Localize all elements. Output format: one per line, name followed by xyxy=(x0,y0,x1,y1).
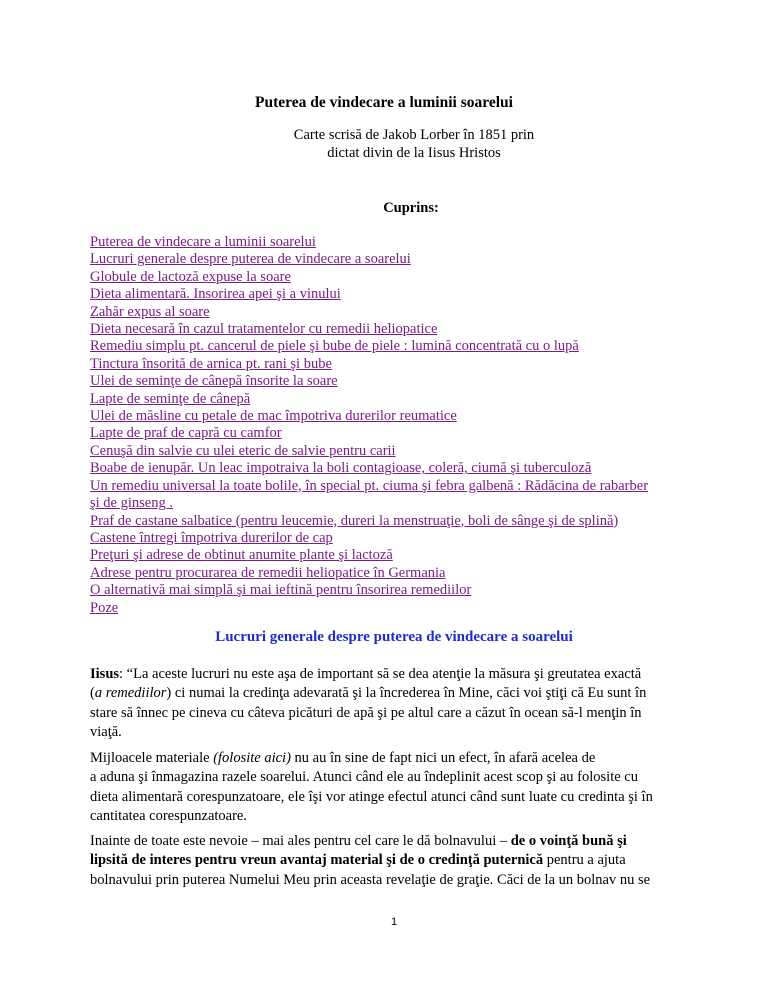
toc-link[interactable]: O alternativă mai simplă şi mai ieftină pentru însorirea remediilor xyxy=(90,582,472,599)
toc-item xyxy=(90,321,690,338)
paragraph-line: bolnavului prin puterea Numelui Meu prin aceasta revelaţie de graţie. Căci de la un bolnav nu se xyxy=(90,871,651,888)
toc-link[interactable]: Ulei de măsline cu petale de mac împotriva durerilor reumatice xyxy=(90,408,457,425)
toc-item xyxy=(90,356,690,373)
toc-item xyxy=(90,373,690,390)
toc-item xyxy=(90,251,690,268)
toc-link[interactable]: Remediu simplu pt. cancerul de piele şi bube de piele : lumină concentrată cu o lupă xyxy=(90,338,579,355)
toc-link[interactable]: Cenuşă din salvie cu ulei eteric de salvie pentru carii xyxy=(90,442,396,459)
text-run: nu au în sine de fapt nici un efect, în afară acelea de xyxy=(290,750,596,766)
paragraph-line: viaţă. xyxy=(90,723,122,740)
toc-item xyxy=(90,391,690,408)
paragraph-line: a aduna şi înmagazina razele soarelui. Atunci când ele au îndeplinit acest scop şi au folosite cu xyxy=(90,769,638,786)
toc-link[interactable]: Ulei de seminţe de cânepă însorite la soare xyxy=(90,373,338,390)
paragraph xyxy=(90,665,684,742)
toc-item xyxy=(90,495,690,512)
toc-link[interactable]: Preţuri şi adrese de obtinut anumite plante şi lactoză xyxy=(90,547,393,564)
toc-item xyxy=(90,286,690,303)
bold-text: de o voinţă bună şi xyxy=(510,833,627,849)
toc-link[interactable]: Castene întregi împotriva durerilor de cap xyxy=(90,529,333,546)
toc-item xyxy=(90,513,690,530)
toc-item xyxy=(90,565,690,582)
italic-text: a remediilor xyxy=(94,685,167,702)
text-run: ) ci numai la credinţa adevarată şi la încrederea în Mine, căci voi ştiţi că Eu sunt în xyxy=(166,685,647,702)
text-run: pentru a ajuta xyxy=(543,852,626,869)
toc-link[interactable]: şi de ginseng . xyxy=(90,495,173,512)
toc-link[interactable]: Tinctura însorită de arnica pt. rani şi bube xyxy=(90,355,332,372)
toc-item xyxy=(90,425,690,442)
toc-item xyxy=(90,530,690,547)
paragraph-line xyxy=(90,665,684,684)
speaker-name: Iisus xyxy=(90,666,120,682)
toc-item xyxy=(90,547,690,564)
italic-text: (folosite aici) xyxy=(213,750,291,766)
paragraph xyxy=(90,832,684,890)
toc-item xyxy=(90,460,690,477)
toc-link[interactable]: Un remediu universal la toate bolile, în special pt. ciuma şi febra galbenă : Rădăcina de rabarber xyxy=(90,477,649,494)
toc-link[interactable]: Adrese pentru procurarea de remedii heliopatice în Germania xyxy=(90,564,446,581)
subtitle-line: dictat divin de la Iisus Hristos xyxy=(327,145,501,161)
page-number: 1 xyxy=(390,916,398,928)
toc-link[interactable]: Zahăr expus al soare xyxy=(90,303,210,320)
toc-link[interactable]: Dieta alimentară. Insorirea apei şi a vinului xyxy=(90,286,341,303)
paragraph-line: dieta alimentară corespunzatoare, ele îşi vor atinge efectul atunci când sunt luate cu credinta şi în xyxy=(90,788,653,805)
paragraph-line xyxy=(90,684,684,703)
section-heading: Lucruri generale despre puterea de vindecare a soarelui xyxy=(215,629,573,645)
toc-link[interactable]: Puterea de vindecare a luminii soarelui xyxy=(90,234,316,250)
toc-item xyxy=(90,408,690,425)
text-run: : “La aceste lucruri nu este aşa de important să se dea atenţie la măsura şi greutatea exactă xyxy=(119,666,642,682)
toc-item xyxy=(90,338,690,355)
subtitle-line: Carte scrisă de Jakob Lorber în 1851 prin xyxy=(293,127,535,143)
toc-link[interactable]: Boabe de ienupăr. Un leac impotraiva la boli contagioase, coleră, ciumă şi tuberculoză xyxy=(90,460,592,477)
toc-link[interactable]: Lapte de seminţe de cânepă xyxy=(90,390,251,407)
paragraph-line: stare să înnec pe cineva cu câteva picături de apă şi pe altul care a căzut în ocean să-l menţin în xyxy=(90,704,642,721)
paragraph-line: cantitatea corespunzatoare. xyxy=(90,807,247,824)
toc-link[interactable]: Globule de lactoză expuse la soare xyxy=(90,268,291,285)
toc-link[interactable]: Poze xyxy=(90,599,119,616)
paragraph-line xyxy=(90,749,684,768)
text-run: ( xyxy=(90,685,95,702)
toc-link[interactable]: Lucruri generale despre puterea de vindecare a soarelui xyxy=(90,251,411,268)
toc-item xyxy=(90,600,690,617)
toc-item xyxy=(90,269,690,286)
bold-text: lipsită de interes pentru vreun avantaj material şi de o credinţă puternică xyxy=(90,852,544,869)
toc-item xyxy=(90,478,690,495)
document-title: Puterea de vindecare a luminii soarelui xyxy=(255,94,513,111)
toc-link[interactable]: Lapte de praf de capră cu camfor xyxy=(90,425,282,442)
toc-item xyxy=(90,234,690,251)
toc-item xyxy=(90,304,690,321)
toc-item xyxy=(90,582,690,599)
table-of-contents xyxy=(90,234,690,617)
toc-heading: Cuprins: xyxy=(383,200,439,216)
paragraph xyxy=(90,749,684,826)
toc-item xyxy=(90,443,690,460)
paragraph-line xyxy=(90,851,684,870)
paragraph-line xyxy=(90,832,684,851)
document-subtitle xyxy=(0,126,768,162)
text-run: Inainte de toate este nevoie – mai ales pentru cel care le dă bolnavului – xyxy=(90,833,511,849)
toc-link[interactable]: Praf de castane salbatice (pentru leucemie, dureri la menstruaţie, boli de sânge şi de splină) xyxy=(90,512,619,529)
text-run: Mijloacele materiale xyxy=(90,750,214,766)
toc-link[interactable]: Dieta necesară în cazul tratamentelor cu remedii heliopatice xyxy=(90,321,438,338)
